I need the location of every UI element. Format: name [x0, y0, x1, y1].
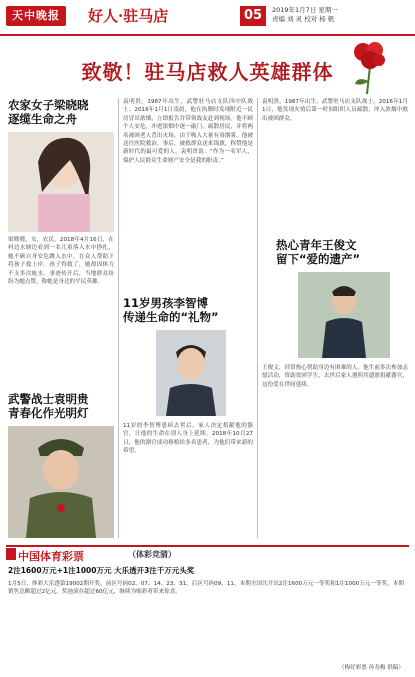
story-title-yuan: 武警战士袁明贵 青春化作光明灯	[8, 392, 89, 420]
lottery-section-title: 中国体育彩票	[18, 550, 84, 563]
newspaper-logo: 天中晚报	[6, 6, 66, 26]
story-title-liang: 农家女子梁晓晓 逐缆生命之舟	[8, 98, 89, 126]
lottery-story-body: 1月5日，体彩大乐透第19002期开奖，前区号码02、07、14、23、31，后区号码09、11。本期全国共开出2注1600万元一等奖和1注1000万元一等奖，本期销售总额超过2亿元，奖池滚存超过60亿元，继续为购彩者带来惊喜。	[8, 581, 404, 596]
photo-yuan	[8, 426, 114, 538]
date-line-1: 2019年1月7日 星期一	[272, 6, 338, 14]
story-title-li: 11岁男孩李智博 传递生命的“礼物”	[123, 296, 219, 324]
story-body-col2: 袁明贵，1987年出生，武警驻马店支队四中队战士。2016年1月1日凌晨，他在执勤时发现附近一民房冒出浓烟，立即报告并带领战友赶到现场。他不顾个人安危，冲进浓烟中逐一敲门，疏散居民，并将两名被困老人背出火场。由于吸入大量有毒烟雾，他被送往医院救治。事后，被救群众送来锦旗，称赞他是新时代的最可爱的人。袁明贵说：“作为一名军人，保护人民群众生命财产安全是我的职责。”	[123, 99, 253, 164]
story-body-liang: 梁晓晓，女，农民。2018年4月16日，在村边水塘边看到一名儿童落入水中挣扎，她不顾自身安危跳入水中，在众人帮助下将孩子救上岸。孩子得救了，她却因体力不支多次呛水。事迹传开后，当地群众纷纷为她点赞，称她是身边的平民英雄。	[8, 237, 114, 286]
page-number: 05	[240, 6, 266, 26]
column-divider	[257, 98, 258, 538]
portrait-icon	[8, 132, 114, 232]
date-line-2: 责编 刘 灵 校对 杨 帆	[272, 15, 335, 23]
column-divider	[118, 98, 119, 538]
lottery-section-subtitle: （体彩竞猜）	[128, 550, 176, 559]
date-line	[272, 6, 372, 24]
story-body-li: 11岁的李智博患病去世后，家人决定捐献他的器官，让他的生命在别人身上延续。2018年10月27日，他的器官成功移植给多名患者，为他们带来新的希望。	[123, 423, 253, 455]
photo-li	[156, 330, 226, 416]
portrait-icon	[156, 330, 226, 416]
portrait-icon	[298, 272, 390, 358]
page-headline: 致敬！驻马店救人英雄群体	[81, 60, 334, 84]
lottery-story-title: 2注1600万元+1注1000万元 大乐透开3注千万元头奖	[8, 566, 195, 575]
story-title-wang: 热心青年王俊文 留下“爱的遗产”	[276, 238, 361, 266]
photo-wang	[298, 272, 390, 358]
story-body-col3: 袁明贵，1987年出生，武警驻马店支队战士。2016年1月1日，他发现火情后第一时间组织人员疏散，冲入浓烟中救出被困群众。	[262, 99, 408, 122]
lottery-story-credit: （梅好彩票 孙寿梅 供稿）	[338, 665, 404, 671]
photo-liang	[8, 132, 114, 232]
lottery-logo-icon	[6, 548, 16, 560]
masthead	[0, 0, 415, 36]
section-title: 好人·驻马店	[88, 7, 169, 25]
story-body-wang: 王俊文，经常热心帮助身边有困难的人。他生前多次参加志愿活动，资助贫困学生，去世后家人遵照其遗愿捐献器官，这份爱在世间延续。	[262, 365, 408, 388]
portrait-icon	[8, 426, 114, 538]
